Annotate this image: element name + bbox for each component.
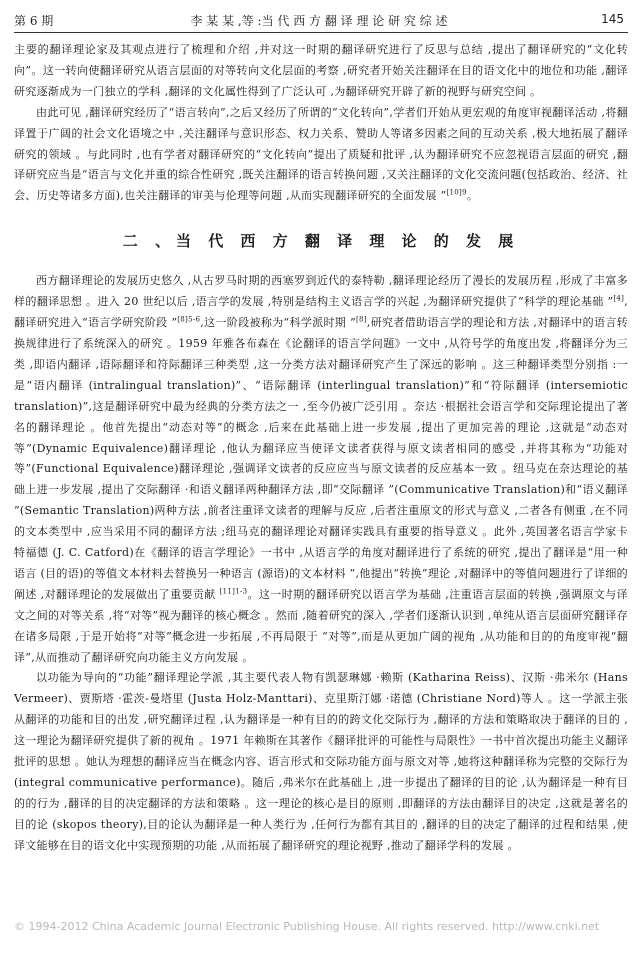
citation: [8]5-6 <box>177 315 201 324</box>
body-text <box>14 40 628 857</box>
citation: [4] <box>613 294 625 303</box>
paragraph-2-tail: 。 <box>466 189 479 203</box>
p3-part: 。这一时期的翻译研究以语言学为基础 ,注重语言层面的转换 ,强调原文与译文之间的对等关系 ,将“对等”视为翻译的核心概念 。然而 ,随着研究的深入 ,学者们逐渐认识到 ,单纯从语言层面研究翻译存在诸多局限 ,于是开始将“对等”概念进一步拓展 ,不再局限于 “对等”,而是从更加广阔的视角 ,从功能和目的的角度审视“翻译”,从而推动了翻译研究向功能主义方向发展 。 <box>14 587 628 664</box>
p3-part: ,这一阶段被称为“科学派时期 ” <box>200 316 357 330</box>
p3-part: ,研究者借助语言学的理论和方法 ,对翻译中的语言转换规律进行了系统深入的研究 。1959 年雅各布森在《论翻译的语言学问题》一文中 ,从符号学的角度出发 ,将翻译分为三类 ,即语内翻译 ,语际翻译和符际翻译三种类型 ,这一分类方法对翻译研究产生了深远的影响 。这三种翻译类型分别指 :一是“语内翻译 (intralingual translation)”、“语际翻译 (interlingual translation)”和“符际翻译 (intersemiotic translation)”,这是翻译研究中最为经典的分类方法之一 ,至今仍被广泛引用 。奈达 ·根据社会语言学和交际理论提出了著名的翻译理论 。他首先提出“动态对等”的概念 ,后来在此基础上进一步发展 ,提出了更加完善的理论 ,这就是“动态对等”(Dynamic Equivalence)翻译理论 ,他认为翻译应当使译文读者获得与原文读者相同的感受 ,并将其称为“功能对等”(Functional Equivalence)翻译理论 ,强调译文读者的反应应当与原文读者的反应基本一致 。纽马克在奈达理论的基础上进一步发展 ,提出了交际翻译 ·和语义翻译两种翻译方法 ,即“交际翻译 ”(Communicative Translation)和“语义翻译 ”(Semantic Translation)两种方法 ,前者注重译文读者的理解与反应 ,后者注重原文的形式与意义 ,二者各有侧重 ,在不同的文本类型中 ,应当采用不同的翻译方法 ;纽马克的翻译理论对翻译实践具有重要的指导意义 。此外 ,英国著名语言学家卡特福德 (J. C. Catford)在《翻译的语言学理论》一书中 ,从语言学的角度对翻译进行了系统的研究 ,提出了翻译是“用一种语言 (目的语)的等值文本材料去替换另一种语言 (源语)的文本材料 ”,他提出“转换”理论 ,对翻译中的等值问题进行了详细的阐述 ,对翻译理论的发展做出了重要贡献 <box>14 316 628 601</box>
citation: [11]1-3 <box>219 587 248 596</box>
p4-text: 以功能为导向的“功能”翻译理论学派 ,其主要代表人物有凯瑟琳娜 ·赖斯 (Katharina Reiss)、汉斯 ·弗米尔 (Hans Vermeer)、贾斯塔 ·霍茨-曼塔里 (Justa Holz-Manttari)、克里斯汀娜 ·诺德 (Christiane Nord)等人 。这一学派主张从翻译的功能和目的出发 ,研究翻译过程 ,认为翻译是一种有目的的跨文化交际行为 ,翻译的方法和策略取决于翻译的目的 ,这一理论为翻译研究提供了新的视角 。1971 年赖斯在其著作《翻译批评的可能性与局限性》一书中首次提出功能主义翻译批评的思想 。她认为理想的翻译应当在概念内容、语言形式和交际功能方面与原文对等 ,她将这种翻译称为完整的交际行为 (integral communicative performance)。随后 ,弗米尔在此基础上 ,进一步提出了翻译的目的论 ,认为翻译是一种有目的的行为 ,翻译的目的决定翻译的方法和策略 。这一理论的核心是目的原则 ,即翻译的方法由翻译目的决定 ,这就是著名的目的论 (skopos theory),目的论认为翻译是一种人类行为 ,任何行为都有其目的 ,翻译的目的决定了翻译的过程和结果 ,使译文能够在目的语文化中实现预期的功能 ,从而拓展了翻译研究的理论视野 ,推动了翻译学科的发展 。 <box>14 671 628 852</box>
paragraph-1: 主要的翻译理论家及其观点进行了梳理和介绍 ,并对这一时期的翻译研究进行了反思与总结 ,提出了翻译研究的“文化转向”。这一转向使翻译研究从语言层面的对等转向文化层面的考察 ,研究者开始关注翻译在目的语文化中的地位和功能 ,翻译研究逐渐成为一门独立的学科 ,翻译的文化属性得到了广泛认可 ,为翻译研究开辟了新的视野与研究空间 。 <box>14 43 628 98</box>
paragraph-2-text: 由此可见 ,翻译研究经历了“语言转向”,之后又经历了所谓的“文化转向”,学者们开始从更宏观的角度审视翻译活动 ,将翻译置于广阔的社会文化语境之中 ,关注翻译与意识形态、权力关系、赞助人等诸多因素之间的互动关系 ,极大地拓展了翻译研究的领域 。与此同时 ,也有学者对翻译研究的“文化转向”提出了质疑和批评 ,认为翻译研究不应忽视语言层面的研究 ,翻译研究应当是“语言与文化并重的综合性研究 ,既关注翻译的语言转换问题 ,又关注翻译的文化交流问题(包括政治、经济、社会、历史等诸多方面),也关注翻译的审美与伦理等问题 ,从而实现翻译研究的全面发展 ” <box>14 105 628 203</box>
paragraph-3 <box>14 271 628 668</box>
p3-part: ,翻译研究进入“语言学研究阶段 ” <box>14 295 628 330</box>
section-title: 二 、当 代 西 方 翻 译 理 论 的 发 展 <box>122 232 520 251</box>
citation: [10]9 <box>446 188 467 197</box>
p3-part: 西方翻译理论的发展历史悠久 ,从古罗马时期的西塞罗到近代的泰特勒 ,翻译理论经历了漫长的发展历程 ,形成了丰富多样的翻译思想 。进入 20 世纪以后 ,语言学的发展 ,特别是结构主义语言学的兴起 ,为翻译研究提供了“科学的理论基础 ” <box>14 274 628 309</box>
running-title: 李 某 某 ,等 :当 代 西 方 翻 译 理 论 研 究 综 述 <box>190 14 448 28</box>
paragraph-2 <box>14 103 628 208</box>
running-header <box>14 10 624 30</box>
header-rule <box>14 32 628 33</box>
citation: [8] <box>356 315 367 324</box>
copyright-watermark: © 1994-2012 China Academic Journal Electronic Publishing House. All rights reserved. http://www.cnki.net <box>14 920 600 933</box>
paragraph-4 <box>14 668 628 856</box>
page-number: 145 <box>601 12 624 26</box>
issue-number: 第 6 期 <box>14 14 54 28</box>
